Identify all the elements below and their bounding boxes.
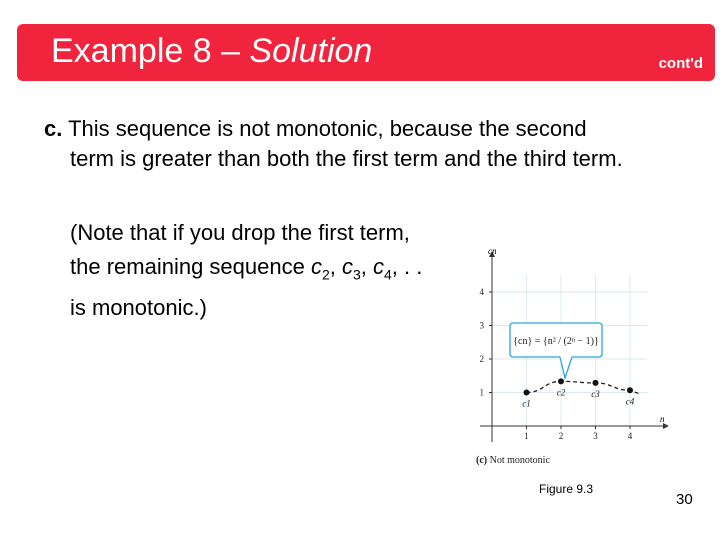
x-tick-label: 1 bbox=[524, 431, 529, 441]
title-italic: Solution bbox=[249, 32, 373, 70]
note-line-2-text: the remaining sequence bbox=[70, 254, 311, 279]
y-tick-label: 2 bbox=[479, 354, 484, 364]
sub-2: 2 bbox=[321, 266, 330, 283]
y-axis-label: cn bbox=[488, 246, 497, 256]
title-prefix: Example 8 – bbox=[51, 32, 250, 70]
var-c2: c bbox=[310, 254, 322, 279]
data-points bbox=[524, 378, 634, 398]
var-c4: c bbox=[373, 254, 384, 279]
part-label: c. bbox=[44, 116, 63, 141]
sep-1: , bbox=[329, 254, 342, 279]
y-tick-label: 4 bbox=[479, 287, 484, 297]
point-label: c2 bbox=[556, 387, 566, 398]
sub-4: 4 bbox=[384, 266, 392, 283]
data-point bbox=[558, 378, 564, 384]
x-ticks bbox=[524, 426, 633, 441]
formula-text: {cn} = {n² / (2ⁿ − 1)} bbox=[513, 336, 599, 347]
panel-label: (c) bbox=[476, 455, 490, 466]
para-line-1: This sequence is not monotonic, because the second bbox=[62, 116, 587, 141]
data-point bbox=[524, 390, 530, 396]
data-point bbox=[593, 380, 599, 386]
x-axis-label: n bbox=[660, 414, 665, 424]
panel-text: Not monotonic bbox=[489, 455, 550, 466]
sep-2: , bbox=[360, 254, 373, 279]
formula-box bbox=[510, 323, 602, 378]
note-tail: , . . bbox=[391, 254, 423, 279]
x-tick-label: 4 bbox=[627, 431, 633, 441]
x-tick-label: 2 bbox=[558, 431, 564, 441]
y-ticks bbox=[480, 287, 493, 398]
sub-3: 3 bbox=[352, 266, 361, 283]
formula-pointer bbox=[560, 357, 572, 378]
note-paragraph bbox=[70, 216, 422, 325]
sequence-figure bbox=[468, 246, 668, 476]
page-number: 30 bbox=[676, 491, 693, 508]
contd-label: cont'd bbox=[658, 55, 703, 72]
y-tick-label: 3 bbox=[479, 320, 484, 331]
figure-caption: Figure 9.3 bbox=[539, 482, 594, 496]
point-label: c4 bbox=[625, 396, 635, 407]
data-point bbox=[627, 387, 633, 393]
note-line-3: is monotonic.) bbox=[70, 295, 207, 321]
point-labels bbox=[522, 387, 634, 408]
title-bar bbox=[17, 24, 715, 81]
note-line-2 bbox=[70, 250, 422, 291]
x-tick-label: 3 bbox=[593, 431, 598, 441]
point-label: c3 bbox=[591, 388, 600, 399]
var-c3: c bbox=[341, 254, 353, 279]
y-tick-label: 1 bbox=[479, 387, 484, 398]
slide-title bbox=[51, 32, 372, 71]
note-line-1: (Note that if you drop the first term, bbox=[70, 220, 410, 245]
para-line-2: term is greater than both the first term and the third term. bbox=[70, 146, 623, 171]
panel-caption bbox=[476, 455, 550, 466]
point-label: c1 bbox=[522, 398, 531, 409]
explanation-paragraph bbox=[44, 114, 623, 174]
